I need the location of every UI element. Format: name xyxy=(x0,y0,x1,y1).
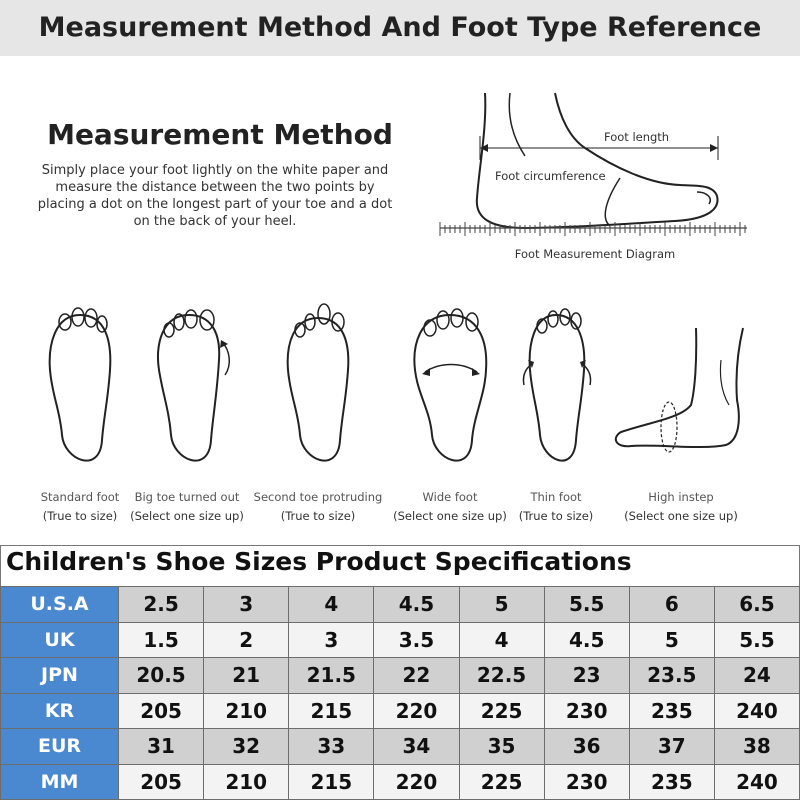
table-cell: 5.5 xyxy=(714,622,799,658)
foot-type-name: Thin foot xyxy=(530,490,582,504)
table-cell: 230 xyxy=(544,764,629,800)
table-cell: 1.5 xyxy=(119,622,204,658)
table-cell: 220 xyxy=(374,764,459,800)
table-row-jpn xyxy=(1,658,800,694)
table-cell: 3 xyxy=(204,587,289,623)
table-cell: 4 xyxy=(289,587,374,623)
row-header: UK xyxy=(1,622,119,658)
table-cell: 34 xyxy=(374,729,459,765)
table-cell: 21.5 xyxy=(289,658,374,694)
big-toe-turned-out-icon xyxy=(117,300,257,480)
row-header: U.S.A xyxy=(1,587,119,623)
table-cell: 225 xyxy=(459,764,544,800)
row-header: MM xyxy=(1,764,119,800)
table-cell: 35 xyxy=(459,729,544,765)
foot-type-note: (True to size) xyxy=(518,509,594,523)
foot-type-second-toe xyxy=(248,300,388,535)
table-cell: 6.5 xyxy=(714,587,799,623)
page-title: Measurement Method And Foot Type Reference xyxy=(38,12,762,43)
table-cell: 4.5 xyxy=(374,587,459,623)
foot-type-name: Big toe turned out xyxy=(134,490,240,504)
foot-type-big-toe xyxy=(117,300,257,535)
table-row-kr xyxy=(1,693,800,729)
table-cell: 3 xyxy=(289,622,374,658)
table-cell: 210 xyxy=(204,764,289,800)
table-row-mm xyxy=(1,764,800,800)
table-cell: 205 xyxy=(119,693,204,729)
table-cell: 3.5 xyxy=(374,622,459,658)
foot-type-note: (True to size) xyxy=(280,509,356,523)
table-cell: 4.5 xyxy=(544,622,629,658)
table-cell: 31 xyxy=(119,729,204,765)
table-cell: 240 xyxy=(714,764,799,800)
foot-type-high-instep xyxy=(611,300,751,535)
foot-length-label: Foot length xyxy=(604,130,670,144)
size-table-title: Children's Shoe Sizes Product Specifications xyxy=(6,547,632,576)
table-cell: 22.5 xyxy=(459,658,544,694)
table-cell: 5.5 xyxy=(544,587,629,623)
table-cell: 230 xyxy=(544,693,629,729)
table-cell: 220 xyxy=(374,693,459,729)
table-row-usa xyxy=(1,587,800,623)
table-cell: 215 xyxy=(289,764,374,800)
table-cell: 36 xyxy=(544,729,629,765)
foot-measurement-diagram xyxy=(435,88,755,268)
row-header: KR xyxy=(1,693,119,729)
table-cell: 225 xyxy=(459,693,544,729)
thin-foot-icon xyxy=(486,300,626,480)
table-cell: 22 xyxy=(374,658,459,694)
high-instep-icon xyxy=(611,300,751,480)
table-cell: 21 xyxy=(204,658,289,694)
foot-side-view-icon xyxy=(435,88,755,248)
table-cell: 2 xyxy=(204,622,289,658)
table-cell: 205 xyxy=(119,764,204,800)
table-cell: 5 xyxy=(459,587,544,623)
ruler-ticks xyxy=(440,222,745,236)
size-table xyxy=(0,586,800,800)
foot-types-row xyxy=(0,300,800,535)
method-title: Measurement Method xyxy=(47,118,393,151)
table-cell: 37 xyxy=(629,729,714,765)
method-description: Simply place your foot lightly on the white paper and measure the distance between the two points by placing a dot on the longest part of your toe and a dot on the back of your heel. xyxy=(37,163,393,229)
table-cell: 33 xyxy=(289,729,374,765)
second-toe-protruding-icon xyxy=(248,300,388,480)
foot-type-name: Standard foot xyxy=(40,490,120,504)
table-cell: 240 xyxy=(714,693,799,729)
foot-type-name: Wide foot xyxy=(422,490,478,504)
table-cell: 5 xyxy=(629,622,714,658)
foot-circumference-label: Foot circumference xyxy=(495,169,606,183)
foot-type-note: (Select one size up) xyxy=(130,509,244,523)
table-cell: 210 xyxy=(204,693,289,729)
foot-type-note: (Select one size up) xyxy=(393,509,507,523)
row-header: EUR xyxy=(1,729,119,765)
table-cell: 38 xyxy=(714,729,799,765)
row-header: JPN xyxy=(1,658,119,694)
table-cell: 235 xyxy=(629,693,714,729)
foot-type-note: (True to size) xyxy=(42,509,118,523)
table-cell: 4 xyxy=(459,622,544,658)
table-cell: 2.5 xyxy=(119,587,204,623)
table-cell: 20.5 xyxy=(119,658,204,694)
foot-type-note: (Select one size up) xyxy=(624,509,738,523)
table-cell: 24 xyxy=(714,658,799,694)
foot-type-name: High instep xyxy=(648,490,714,504)
diagram-caption: Foot Measurement Diagram xyxy=(514,247,676,261)
table-cell: 215 xyxy=(289,693,374,729)
table-cell: 23.5 xyxy=(629,658,714,694)
table-row-eur xyxy=(1,729,800,765)
table-cell: 23 xyxy=(544,658,629,694)
table-row-uk xyxy=(1,622,800,658)
foot-type-name: Second toe protruding xyxy=(253,490,383,504)
table-cell: 6 xyxy=(629,587,714,623)
table-cell: 32 xyxy=(204,729,289,765)
table-cell: 235 xyxy=(629,764,714,800)
